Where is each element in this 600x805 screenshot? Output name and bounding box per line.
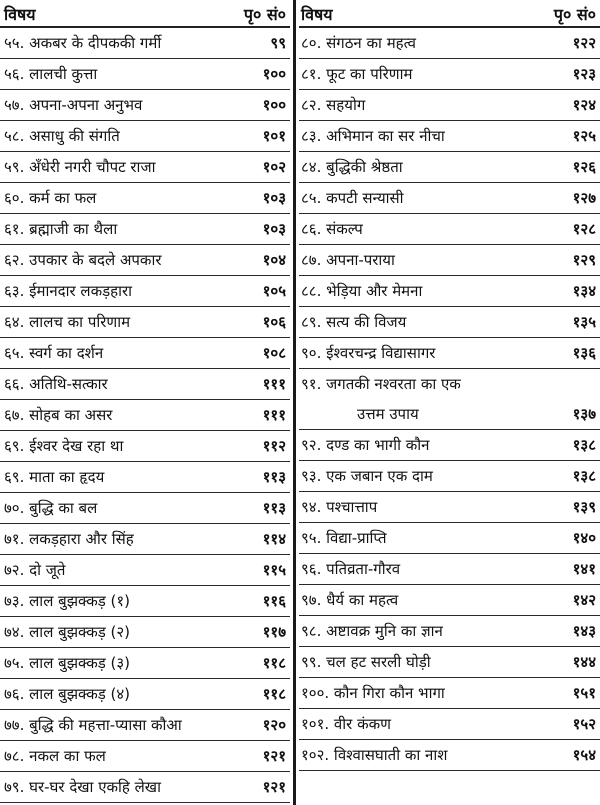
contents-entry	[0, 524, 290, 555]
entry-page-number: १००	[262, 65, 286, 83]
contents-entry	[0, 369, 290, 400]
entry-page-number: १२१	[262, 778, 286, 796]
entry-title: ७६. लाल बुझक्कड़ (४)	[4, 685, 131, 703]
contents-entry	[0, 741, 290, 772]
entry-page-number: १२४	[572, 96, 596, 114]
entry-title: ८५. कपटी सन्यासी	[301, 189, 404, 207]
entry-page-number: १५२	[572, 715, 596, 733]
entry-page-number: १११	[262, 375, 286, 393]
entry-title: ७७. बुद्धि की महत्ता-प्यासा कौआ	[4, 716, 182, 734]
contents-entry	[299, 307, 600, 338]
entry-title: ९३. एक जबान एक दाम	[301, 467, 433, 485]
entry-page-number: १२१	[262, 747, 286, 765]
entry-page-number: ११८	[262, 654, 286, 672]
entry-title: ६९. माता का हृदय	[4, 468, 105, 486]
contents-entry	[0, 400, 290, 431]
entry-title: ५६. लालची कुत्ता	[4, 65, 98, 83]
entry-page-number: १२०	[262, 716, 286, 734]
entry-page-number: १४३	[572, 622, 596, 640]
entry-title: ७९. घर-घर देखा एकहि लेखा	[4, 778, 161, 796]
entry-title: ८९. सत्य की विजय	[301, 313, 407, 331]
entry-title: ९६. पतिव्रता-गौरव	[301, 560, 401, 578]
entry-page-number: १४१	[572, 560, 596, 578]
entry-title: ५८. असाधु की संगति	[4, 127, 120, 145]
entry-page-number: १३८	[572, 467, 596, 485]
left-entry-list	[0, 28, 290, 803]
contents-entry	[299, 461, 600, 492]
entry-page-number: १४२	[572, 591, 596, 609]
contents-entry	[0, 90, 290, 121]
entry-title: ६७. सोहब का असर	[4, 406, 113, 424]
entry-page-number: १२९	[572, 251, 596, 269]
contents-entry	[299, 616, 600, 647]
contents-entry	[299, 369, 600, 399]
entry-page-number: १२३	[572, 65, 596, 83]
contents-entry	[0, 307, 290, 338]
entry-title: १००. कौन गिरा कौन भागा	[301, 684, 445, 702]
entry-page-number: ११७	[262, 623, 286, 641]
contents-entry	[0, 152, 290, 183]
entry-title: ८८. भेड़िया और मेमना	[301, 282, 423, 300]
contents-entry	[0, 431, 290, 462]
contents-entry	[0, 772, 290, 803]
contents-entry	[299, 183, 600, 214]
entry-page-number: १०४	[262, 251, 286, 269]
entry-title: ९०. ईश्वरचन्द्र विद्यासागर	[301, 344, 436, 362]
contents-entry	[299, 152, 600, 183]
entry-title: ५५. अकबर के दीपककी गर्मी	[4, 34, 162, 52]
left-column	[0, 0, 290, 805]
contents-entry	[0, 245, 290, 276]
entry-page-number: १२६	[572, 158, 596, 176]
contents-entry	[299, 214, 600, 245]
entry-page-number: १००	[262, 96, 286, 114]
entry-title: ९४. पश्चात्ताप	[301, 498, 378, 516]
entry-title: ६१. ब्रह्माजी का थैला	[4, 220, 118, 238]
entry-page-number: १०३	[262, 220, 286, 238]
entry-title: ९९. चल हट सरली घोड़ी	[301, 653, 431, 671]
contents-entry	[0, 276, 290, 307]
entry-title: ९५. विद्या-प्राप्ति	[301, 529, 387, 547]
contents-entry	[299, 492, 600, 523]
entry-title: ८२. सहयोग	[301, 96, 366, 114]
subject-heading: विषय	[4, 5, 36, 24]
entry-page-number: ११२	[262, 437, 286, 455]
contents-entry	[299, 678, 600, 709]
entry-page-number: १३५	[572, 313, 596, 331]
entry-title: ८७. अपना-पराया	[301, 251, 395, 269]
contents-entry	[299, 338, 600, 369]
entry-title: ६६. अतिथि-सत्कार	[4, 375, 108, 393]
contents-entry	[299, 90, 600, 121]
right-entry-list	[299, 28, 600, 771]
entry-page-number: १११	[262, 406, 286, 424]
contents-entry	[0, 648, 290, 679]
entry-page-number: १०१	[262, 127, 286, 145]
contents-entry	[299, 245, 600, 276]
entry-page-number: १३८	[572, 436, 596, 454]
entry-title: ९२. दण्ड का भागी कौन	[301, 436, 430, 454]
entry-page-number: ११६	[262, 592, 286, 610]
entry-page-number: १०२	[262, 158, 286, 176]
contents-entry	[299, 647, 600, 678]
contents-entry	[299, 554, 600, 585]
subject-heading: विषय	[301, 5, 333, 24]
contents-entry	[0, 28, 290, 59]
right-column	[299, 0, 600, 805]
entry-page-number: १५१	[572, 684, 596, 702]
entry-title: १०२. विश्वासघाती का नाश	[301, 746, 448, 764]
contents-entry	[299, 121, 600, 152]
contents-entry	[299, 28, 600, 59]
contents-entry	[0, 214, 290, 245]
entry-page-number: १०५	[262, 282, 286, 300]
entry-page-number: ११४	[262, 530, 286, 548]
contents-entry	[0, 338, 290, 369]
contents-entry	[299, 740, 600, 771]
page-number-heading: पृ० सं०	[243, 5, 286, 24]
page-number-heading: पृ० सं०	[553, 5, 596, 24]
entry-title: ८३. अभिमान का सर नीचा	[301, 127, 445, 145]
entry-title: ८४. बुद्धिकी श्रेष्ठता	[301, 158, 403, 176]
contents-entry	[0, 59, 290, 90]
entry-title: ५७. अपना-अपना अनुभव	[4, 96, 143, 114]
entry-title: ७३. लाल बुझक्कड़ (१)	[4, 592, 131, 610]
left-header	[0, 0, 290, 28]
entry-title: ८०. संगठन का महत्व	[301, 34, 416, 52]
entry-title: ७८. नकल का फल	[4, 747, 106, 765]
contents-entry	[299, 585, 600, 616]
entry-page-number: १३७	[572, 405, 596, 423]
contents-entry	[0, 555, 290, 586]
entry-page-number: १३९	[572, 498, 596, 516]
entry-page-number: १०३	[262, 189, 286, 207]
contents-entry	[0, 679, 290, 710]
contents-entry	[299, 430, 600, 461]
entry-page-number: ११३	[262, 499, 286, 517]
entry-page-number: १४४	[572, 653, 596, 671]
entry-title: ७४. लाल बुझक्कड़ (२)	[4, 623, 131, 641]
contents-entry	[0, 183, 290, 214]
entry-title: ६०. कर्म का फल	[4, 189, 97, 207]
entry-title: ९७. धैर्य का महत्व	[301, 591, 399, 609]
entry-title: ७५. लाल बुझक्कड़ (३)	[4, 654, 131, 672]
contents-entry	[299, 276, 600, 307]
entry-title: ७०. बुद्धि का बल	[4, 499, 98, 517]
contents-entry	[0, 462, 290, 493]
entry-title: ८६. संकल्प	[301, 220, 363, 238]
contents-entry	[299, 709, 600, 740]
entry-page-number: १०६	[262, 313, 286, 331]
entry-title: ६५. स्वर्ग का दर्शन	[4, 344, 104, 362]
right-header	[299, 0, 600, 28]
entry-page-number: १२७	[572, 189, 596, 207]
entry-page-number: १०८	[262, 344, 286, 362]
entry-title: ६२. उपकार के बदले अपकार	[4, 251, 162, 269]
entry-page-number: १३६	[572, 344, 596, 362]
entry-title: ९८. अष्टावक्र मुनि का ज्ञान	[301, 622, 443, 640]
entry-title: ६३. ईमानदार लकड़हारा	[4, 282, 133, 300]
entry-title: ७१. लकड़हारा और सिंह	[4, 530, 134, 548]
entry-title: ६४. लालच का परिणाम	[4, 313, 131, 331]
entry-page-number: १३४	[572, 282, 596, 300]
contents-entry	[0, 617, 290, 648]
entry-title: १०१. वीर कंकण	[301, 715, 391, 733]
entry-page-number: १४०	[572, 529, 596, 547]
entry-page-number: १२८	[572, 220, 596, 238]
contents-entry	[0, 710, 290, 741]
entry-title: उत्तम उपाय	[357, 405, 419, 423]
contents-entry	[0, 493, 290, 524]
contents-entry	[299, 523, 600, 554]
column-divider	[293, 0, 296, 805]
entry-page-number: ११३	[262, 468, 286, 486]
entry-page-number: १२५	[572, 127, 596, 145]
contents-entry	[0, 586, 290, 617]
contents-entry	[299, 399, 600, 430]
entry-page-number: ११५	[262, 561, 286, 579]
entry-title: ७२. दो जूते	[4, 561, 66, 579]
contents-entry	[299, 59, 600, 90]
entry-title: ६९. ईश्वर देख रहा था	[4, 437, 124, 455]
entry-title: ९१. जगतकी नश्वरता का एक	[301, 375, 461, 393]
entry-page-number: ११८	[262, 685, 286, 703]
entry-page-number: ९९	[270, 34, 286, 52]
entry-page-number: १५४	[572, 746, 596, 764]
entry-page-number: १२२	[572, 34, 596, 52]
entry-title: ५९. अँधेरी नगरी चौपट राजा	[4, 158, 156, 176]
entry-title: ८१. फूट का परिणाम	[301, 65, 413, 83]
contents-entry	[0, 121, 290, 152]
